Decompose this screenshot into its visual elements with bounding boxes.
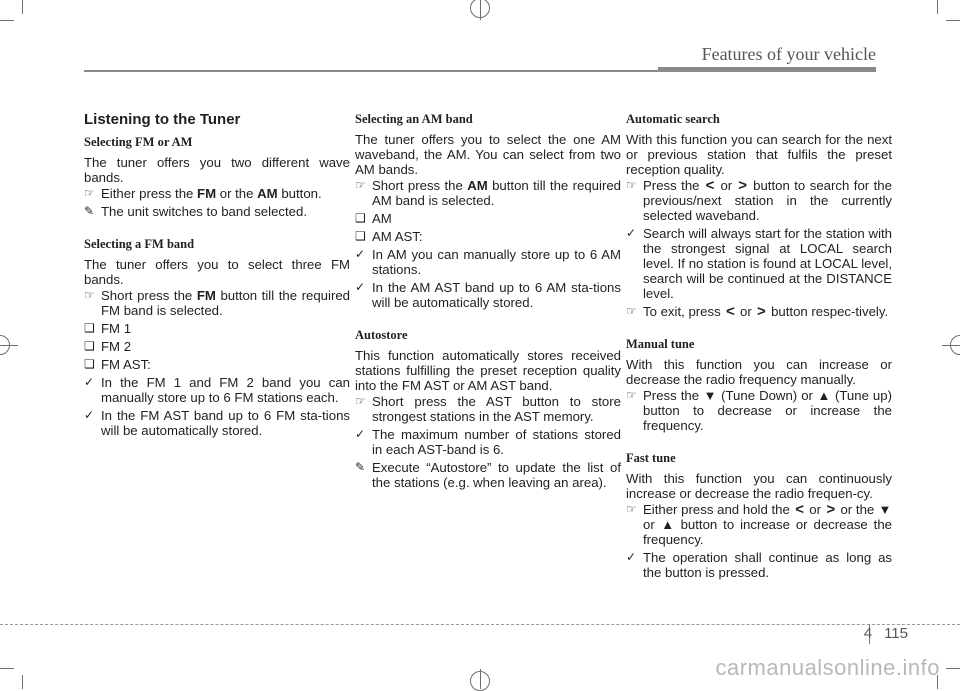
section-automatic-search	[626, 112, 892, 319]
chevron-left-icon: <	[725, 303, 735, 320]
pointing-hand-icon: ☞	[626, 178, 637, 192]
chevron-right-icon: >	[826, 501, 836, 518]
paragraph: With this function you can search for the next or previous station that fulfils the preset reception quality.	[626, 132, 892, 177]
crop-mark	[0, 345, 18, 346]
checkmark-icon: ✓	[355, 427, 366, 441]
chevron-right-icon: >	[738, 177, 748, 194]
list-item: ☞ Either press and hold the < or > or the ▼ or ▲ button to increase or decrease the frequency.	[626, 501, 892, 547]
paragraph: The tuner offers you two different wave bands.	[84, 155, 350, 185]
fm-button-label: FM	[197, 186, 217, 201]
subheading: Fast tune	[626, 451, 676, 465]
crop-mark	[22, 675, 23, 689]
crop-mark	[942, 345, 960, 346]
paragraph: This function automatically stores received stations fulfilling the preset reception quality into the FM AST or AM AST band.	[355, 348, 621, 393]
triangle-down-icon: ▼	[878, 502, 892, 517]
list-item: ✓ The maximum number of stations stored in each AST-band is 6.	[355, 427, 621, 457]
paragraph: With this function you can increase or decrease the radio frequency manually.	[626, 357, 892, 387]
checkmark-icon: ✓	[355, 247, 366, 261]
item-list	[626, 502, 892, 580]
item-list	[355, 394, 621, 490]
list-item: ☞ Short press the AM button till the required AM band is selected.	[355, 178, 622, 208]
chevron-left-icon: <	[705, 177, 715, 194]
checkmark-icon: ✓	[626, 550, 637, 564]
paragraph: The tuner offers you to select the one AM waveband, the AM. You can select from two AM bands.	[355, 132, 621, 177]
list-item: ✓ In AM you can manually store up to 6 AM stations.	[355, 247, 621, 277]
page-header-title: Features of your vehicle	[701, 44, 876, 64]
crop-mark	[22, 0, 23, 14]
pointing-hand-icon: ☞	[84, 186, 95, 200]
checkmark-icon: ✓	[84, 408, 95, 422]
triangle-up-icon: ▲	[661, 517, 675, 532]
fm-button-label: FM	[196, 288, 216, 303]
checkmark-icon: ✓	[84, 375, 95, 389]
list-item: ❑ FM 1	[84, 321, 132, 336]
list-item: ☞ Press the < or > button to search for the previous/next station in the currently selected waveband.	[626, 177, 892, 223]
column-3	[626, 112, 892, 598]
subheading: Selecting a FM band	[84, 237, 195, 251]
chapter-number: 4	[863, 625, 873, 642]
list-item: ☞ Either press the FM or the AM button.	[84, 186, 322, 201]
checkbox-icon: ❑	[355, 229, 366, 243]
item-list	[84, 288, 350, 438]
list-item: ☞ Press the ▼ (Tune Down) or ▲ (Tune up) button to decrease or increase the frequency.	[626, 388, 892, 433]
section-selecting-fm-or-am	[84, 135, 350, 219]
section-autostore	[355, 328, 621, 490]
pencil-icon: ✎	[84, 204, 95, 218]
column-2	[355, 112, 621, 508]
page-number-value: 115	[884, 625, 908, 642]
list-item: ❑ AM AST:	[355, 229, 423, 244]
pencil-icon: ✎	[355, 460, 366, 474]
list-item: ✓ In the AM AST band up to 6 AM sta-tions will be automatically stored.	[355, 280, 621, 310]
footer-rule	[0, 624, 960, 625]
list-item: ✎ Execute “Autostore” to update the list of the stations (e.g. when leaving an area).	[355, 460, 621, 490]
checkbox-icon: ❑	[84, 339, 95, 353]
subheading: Automatic search	[626, 112, 720, 126]
page-number	[863, 625, 908, 642]
triangle-down-icon: ▼	[703, 388, 717, 403]
crop-mark	[480, 0, 481, 20]
item-list	[626, 178, 892, 319]
list-item: ✓ In the FM 1 and FM 2 band you can manually store up to 6 FM stations each.	[84, 375, 350, 405]
paragraph: With this function you can continuously increase or decrease the radio frequen-cy.	[626, 471, 892, 501]
section-selecting-fm-band	[84, 237, 350, 438]
checkbox-icon: ❑	[84, 321, 95, 335]
chevron-left-icon: <	[795, 501, 804, 518]
subheading: Selecting FM or AM	[84, 135, 193, 149]
list-item: ❑ AM	[355, 211, 392, 226]
pointing-hand-icon: ☞	[626, 502, 637, 516]
crop-mark	[937, 0, 938, 14]
list-item: ✓ Search will always start for the station with the strongest signal at LOCAL search level. If no station is found at LOCAL level, search will be continued at the DISTANCE level.	[626, 226, 892, 301]
list-item: ✓ The operation shall continue as long as the button is pressed.	[626, 550, 892, 580]
paragraph: The tuner offers you to select three FM bands.	[84, 257, 350, 287]
section-manual-tune	[626, 337, 892, 433]
item-list	[355, 178, 621, 310]
list-item: ❑ FM 2	[84, 339, 132, 354]
column-1	[84, 112, 350, 456]
subheading: Manual tune	[626, 337, 695, 351]
section-heading: Listening to the Tuner	[84, 111, 241, 128]
checkbox-icon: ❑	[355, 211, 366, 225]
section-selecting-am-band	[355, 112, 621, 310]
item-list	[626, 388, 892, 433]
pointing-hand-icon: ☞	[84, 288, 95, 302]
crop-mark	[480, 669, 481, 689]
checkbox-icon: ❑	[84, 357, 95, 371]
pointing-hand-icon: ☞	[355, 394, 366, 408]
chevron-right-icon: >	[757, 303, 766, 320]
checkmark-icon: ✓	[626, 226, 637, 240]
item-list	[84, 186, 350, 219]
crop-mark	[946, 668, 960, 669]
list-item: ☞ Short press the AST button to store strongest stations in the AST memory.	[355, 394, 621, 424]
subheading: Autostore	[355, 328, 408, 342]
crop-mark	[0, 20, 14, 21]
subheading: Selecting an AM band	[355, 112, 473, 126]
crop-mark	[946, 20, 960, 21]
am-button-label: AM	[257, 186, 278, 201]
pointing-hand-icon: ☞	[626, 304, 637, 318]
list-item: ☞ Short press the FM button till the required FM band is selected.	[84, 288, 350, 318]
pointing-hand-icon: ☞	[355, 178, 366, 192]
list-item: ✓ In the FM AST band up to 6 FM sta-tions will be automatically stored.	[84, 408, 350, 438]
watermark: carmanualsonline.info	[715, 655, 940, 680]
list-item: ☞ To exit, press < or > button respec-tively.	[626, 303, 889, 320]
header-rule-accent	[658, 67, 876, 72]
checkmark-icon: ✓	[355, 280, 366, 294]
list-item: ✎ The unit switches to band selected.	[84, 204, 307, 219]
crop-mark	[0, 668, 14, 669]
triangle-up-icon: ▲	[817, 388, 831, 403]
am-button-label: AM	[467, 178, 488, 193]
list-item: ❑ FM AST:	[84, 357, 151, 372]
section-fast-tune	[626, 451, 892, 580]
pointing-hand-icon: ☞	[626, 388, 637, 402]
